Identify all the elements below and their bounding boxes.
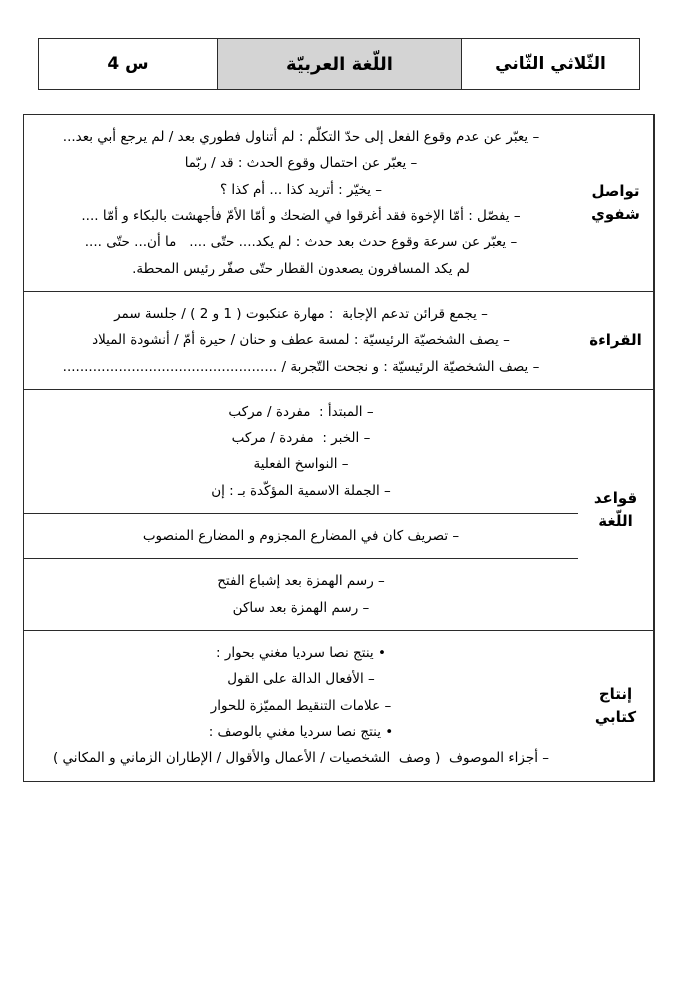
content-line: – يصف الشخصيّة الرئيسيّة : لمسة عطف و حنان / حيرة أمّ / أنشودة الميلاد bbox=[92, 332, 510, 349]
content-line: – علامات التنقيط المميّزة للحوار bbox=[210, 697, 392, 714]
content-line: – النواسخ الفعلية bbox=[253, 456, 349, 473]
section-label-line: إنتاج bbox=[598, 685, 633, 704]
section-body bbox=[24, 292, 578, 389]
section-label bbox=[578, 115, 654, 291]
section-label-line: تواصل bbox=[591, 182, 640, 201]
content-line: – الخبر : مفردة / مركب bbox=[231, 430, 371, 447]
section-label bbox=[578, 390, 654, 630]
content-line: – يخيّر : أتريد كذا ... أم كذا ؟ bbox=[219, 181, 383, 198]
curriculum-table bbox=[23, 114, 655, 782]
content-line: – تصريف كان في المضارع المجزوم و المضارع المنصوب bbox=[142, 528, 460, 545]
section-label bbox=[578, 631, 654, 781]
section-reading bbox=[24, 292, 654, 390]
content-line: – يعبّر عن عدم وقوع الفعل إلى حدّ التكلّم : لم أتناول فطوري بعد / لم يرجع أبي بعد... bbox=[62, 129, 540, 145]
header-subject: اللّغة العربيّة bbox=[217, 39, 461, 89]
content-line: – يفصّل : أمّا الإخوة فقد أغرقوا في الضحك و أمّا الأمّ فأجهشت بالبكاء و أمّا .... bbox=[81, 207, 521, 224]
header-term: الثّلاثي الثّاني bbox=[461, 39, 639, 89]
section-label-line: اللّغة bbox=[598, 511, 633, 530]
subblock bbox=[24, 115, 578, 291]
content-line: – يعبّر عن احتمال وقوع الحدث : قد / ربّما bbox=[184, 155, 418, 172]
section-label-line: القراءة bbox=[589, 331, 642, 350]
subblock bbox=[24, 390, 578, 514]
section-body bbox=[24, 631, 578, 781]
header-level: س 4 bbox=[107, 54, 149, 74]
section-body bbox=[24, 115, 578, 291]
content-line: – رسم الهمزة بعد ساكن bbox=[232, 599, 370, 616]
content-line: – يعبّر عن سرعة وقوع حدث بعد حدث : لم يكد.... حتّى .... ما أن... حتّى .... bbox=[84, 234, 518, 251]
content-line: – يجمع قرائن تدعم الإجابة : مهارة عنكبوت ( 1 و 2 ) / جلسة سمر bbox=[114, 305, 488, 322]
content-line: • ينتج نصا سرديا مغني بالوصف : bbox=[208, 723, 394, 740]
content-line: – المبتدأ : مفردة / مركب bbox=[228, 403, 374, 420]
document-header bbox=[38, 38, 640, 90]
content-line: • ينتج نصا سرديا مغني بحوار : bbox=[216, 645, 386, 661]
section-written-production bbox=[24, 631, 654, 781]
section-label bbox=[578, 292, 654, 389]
section-oral-communication bbox=[24, 115, 654, 292]
subblock bbox=[24, 514, 578, 559]
subblock bbox=[24, 559, 578, 630]
section-label-line: كتابي bbox=[594, 707, 637, 726]
section-label-line: قواعد bbox=[593, 489, 638, 508]
content-line: – الجملة الاسمية المؤكّدة بـ : إن bbox=[211, 482, 391, 499]
content-line: – الأفعال الدالة على القول bbox=[227, 671, 375, 688]
content-line: – رسم الهمزة بعد إشباع الفتح bbox=[217, 573, 385, 590]
content-line: لم يكد المسافرون يصعدون القطار حتّى صفّر رئيس المحطة. bbox=[132, 260, 470, 277]
section-body bbox=[24, 390, 578, 630]
worksheet-page bbox=[0, 38, 678, 998]
subblock bbox=[24, 292, 578, 389]
subblock bbox=[24, 631, 578, 781]
section-label-line: شفوي bbox=[591, 204, 640, 223]
section-grammar bbox=[24, 390, 654, 631]
content-line: – يصف الشخصيّة الرئيسيّة : و نجحت التّجربة / .................................................. bbox=[62, 358, 540, 375]
content-line: – أجزاء الموصوف ( وصف الشخصيات / الأعمال والأقوال / الإطاران الزماني و المكاني ) bbox=[52, 750, 550, 767]
